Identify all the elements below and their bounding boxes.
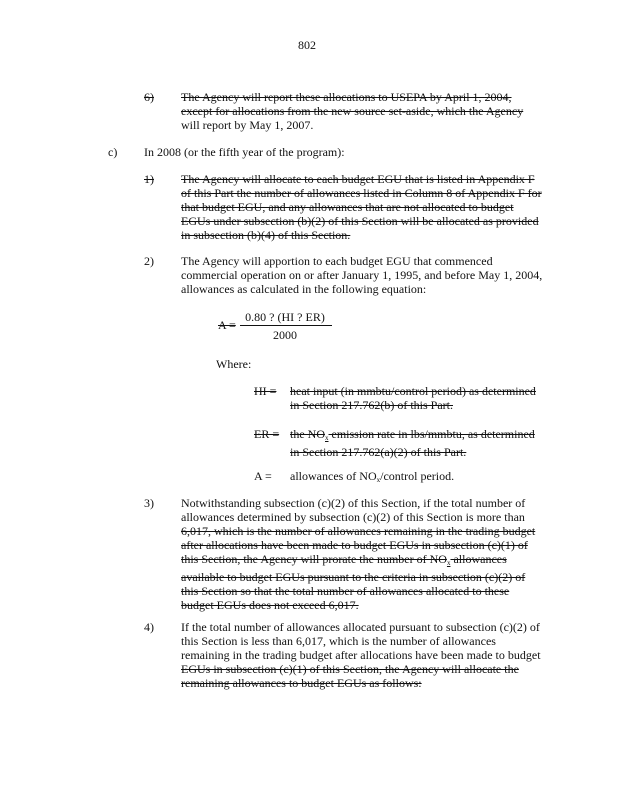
c4-paragraph bbox=[181, 620, 543, 690]
er-def-subscript: x bbox=[325, 434, 329, 442]
where-label: Where: bbox=[216, 357, 252, 371]
er-def-part-1: the NO bbox=[290, 427, 325, 441]
c4-text: If the total number of allowances allocated pursuant to subsection (c)(2) of this Section is less than 6,017, which is the number of allowances remaining in the trading budget after allocations have been made to budget bbox=[181, 620, 541, 662]
item-6-text: will report by May 1, 2007. bbox=[181, 118, 314, 132]
c1-paragraph: The Agency will allocate to each budget EGU that is listed in Appendix F of this Part the number of allowances listed in Column 8 of Appendix F for that budget EGU, and any allowances that are not allocated to budget EGUs under subsection (b)(2) of this Section will be allocated as provided in subsection (b)(4) of this Section. bbox=[181, 172, 542, 242]
c3-paragraph bbox=[181, 496, 543, 612]
equation-numerator: 0.80 ? (HI ? ER) bbox=[245, 310, 325, 324]
a-definition bbox=[290, 469, 542, 487]
a-def-part-1: allowances of NO bbox=[290, 469, 377, 483]
hi-definition: heat input (in mmbtu/control period) as determined in Section 217.762(b) of this Part. bbox=[290, 384, 536, 412]
a-def-part-2: /control period. bbox=[380, 469, 455, 483]
item-6-struck-text: The Agency will report these allocations to USEPA by April 1, 2004, except for allocations from the new source set-aside, which the Agency bbox=[181, 90, 524, 118]
item-6-paragraph bbox=[181, 90, 543, 132]
hi-term: HI = bbox=[254, 384, 277, 398]
c4-marker: 4) bbox=[144, 620, 154, 634]
er-definition bbox=[290, 427, 542, 459]
c3-marker: 3) bbox=[144, 496, 154, 510]
c2-marker: 2) bbox=[144, 254, 154, 268]
c3-struck-part-1: 6,017, which is the number of allowances remaining in the trading budget after allocations have been made to budget EGUs in subsection (c)(1) of this Section, the Agency will prorate the number of NO bbox=[181, 524, 536, 566]
section-c-marker: c) bbox=[108, 145, 118, 159]
section-c-heading: In 2008 (or the fifth year of the program): bbox=[144, 145, 345, 159]
page-number: 802 bbox=[298, 38, 316, 52]
c1-marker: 1) bbox=[144, 172, 154, 186]
equation-denominator: 2000 bbox=[273, 328, 297, 342]
er-def-part-2: emission rate in lbs/mmbtu, as determined in Section 217.762(a)(2) of this Part. bbox=[290, 427, 535, 459]
c3-text: Notwithstanding subsection (c)(2) of this Section, if the total number of allowances determined by subsection (c)(2) of this Section is more than bbox=[181, 496, 526, 524]
fraction-bar bbox=[240, 325, 332, 326]
c3-struck-subscript: x bbox=[446, 559, 451, 567]
c4-struck-text: EGUs in subsection (c)(1) of this Section, the Agency will allocate the remaining allowances to budget EGUs as follows: bbox=[181, 662, 519, 690]
c2-paragraph: The Agency will apportion to each budget EGU that commenced commercial operation on or after January 1, 1995, and before May 1, 2004, allowances as calculated in the following equation: bbox=[181, 254, 543, 296]
er-term: ER = bbox=[254, 427, 280, 441]
c3-struck-text bbox=[181, 524, 535, 612]
a-term: A = bbox=[254, 469, 272, 483]
equation-lhs: A = bbox=[218, 318, 236, 332]
c3-struck-part-2: allowances available to budget EGUs pursuant to the criteria in subsection (c)(2) of this Section so that the total number of allowances allocated to these budget EGUs does not exceed 6,017. bbox=[181, 552, 526, 612]
item-6-marker: 6) bbox=[144, 90, 154, 104]
a-def-subscript: x bbox=[376, 476, 381, 484]
